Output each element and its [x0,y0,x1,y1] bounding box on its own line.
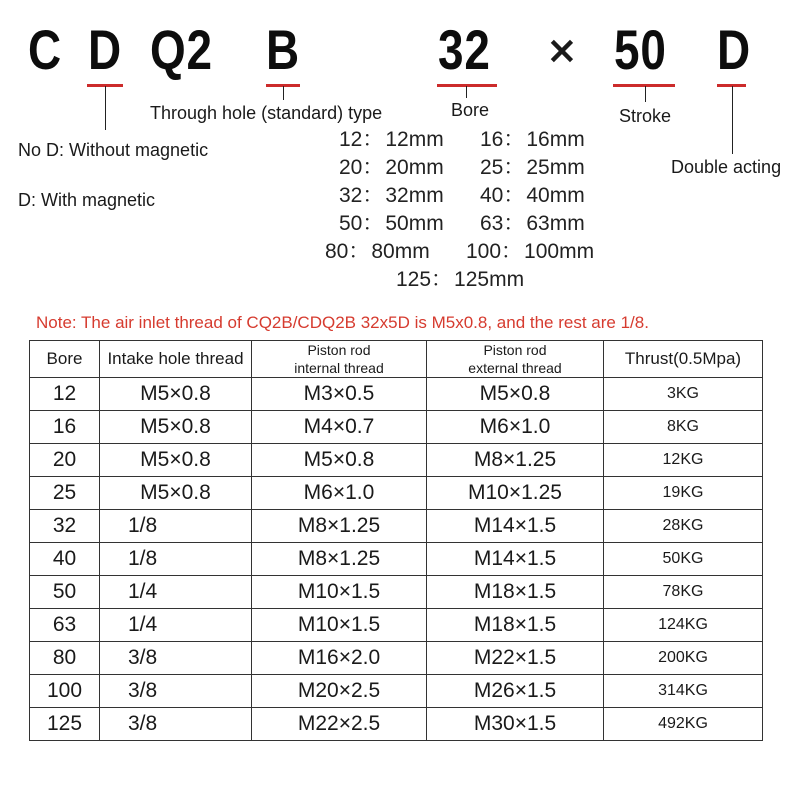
bore-option-row [339,210,444,238]
connector-bore [466,86,467,98]
table-row [30,543,763,576]
header-piston-internal [252,341,427,378]
bore-option-row [480,210,585,238]
label-bore: Bore [451,100,490,120]
header-piston-internal-line1: Piston rod [307,342,371,358]
bore-size: 32mm [385,184,444,207]
cell-piston-external: M18×1.5 [427,609,604,642]
bore-code: 125： [396,268,453,291]
label-through-hole: Through hole (standard) type [150,103,383,123]
cell-piston-external: M14×1.5 [427,510,604,543]
bore-code: 63： [480,212,525,235]
code-stroke: 50 [614,18,667,81]
header-piston-external-line2: external thread [468,360,562,376]
bore-option-row [339,154,444,182]
cell-intake-thread: 3/8 [100,642,252,675]
cell-piston-internal: M16×2.0 [252,642,427,675]
label-no-magnetic: No D: Without magnetic [18,140,209,160]
header-intake: Intake hole thread [100,341,252,378]
bore-size: 125mm [454,268,525,291]
code-type: B [266,18,300,81]
cell-piston-internal: M8×1.25 [252,543,427,576]
cell-bore: 100 [30,675,100,708]
cell-bore: 50 [30,576,100,609]
underline-bore [437,84,497,87]
cell-bore: 32 [30,510,100,543]
cell-thrust: 8KG [604,411,763,444]
cell-intake-thread: 1/4 [100,609,252,642]
table-row [30,411,763,444]
cell-bore: 63 [30,609,100,642]
cell-bore: 20 [30,444,100,477]
cell-piston-internal: M6×1.0 [252,477,427,510]
table-row [30,510,763,543]
bore-size: 16mm [526,128,585,151]
cell-piston-internal: M5×0.8 [252,444,427,477]
cell-thrust: 12KG [604,444,763,477]
cell-bore: 40 [30,543,100,576]
label-with-magnetic: D: With magnetic [18,190,156,210]
table-row [30,609,763,642]
bore-option-row [325,238,430,266]
cell-bore: 80 [30,642,100,675]
cell-bore: 125 [30,708,100,741]
bore-code: 12： [339,128,384,151]
bore-code: 20： [339,156,384,179]
cell-intake-thread: M5×0.8 [100,378,252,411]
cell-piston-internal: M4×0.7 [252,411,427,444]
cell-piston-internal: M3×0.5 [252,378,427,411]
cell-piston-internal: M10×1.5 [252,609,427,642]
bore-size: 100mm [524,240,595,263]
cell-piston-internal: M22×2.5 [252,708,427,741]
bore-size: 40mm [526,184,585,207]
cell-piston-external: M26×1.5 [427,675,604,708]
cell-piston-external: M14×1.5 [427,543,604,576]
header-piston-external-line1: Piston rod [483,342,547,358]
spec-table [29,340,763,741]
cell-thrust: 314KG [604,675,763,708]
cell-thrust: 78KG [604,576,763,609]
bore-code: 100： [466,240,523,263]
cell-thrust: 124KG [604,609,763,642]
cell-thrust: 200KG [604,642,763,675]
cell-piston-external: M8×1.25 [427,444,604,477]
bore-option-row [339,182,444,210]
table-header-row [30,341,763,378]
bore-option-row [466,238,594,266]
bore-option-row [339,126,444,154]
cell-bore: 12 [30,378,100,411]
cell-piston-external: M5×0.8 [427,378,604,411]
code-times-sign: × [546,28,578,72]
code-bore: 32 [438,18,491,81]
cell-intake-thread: M5×0.8 [100,411,252,444]
cell-intake-thread: 1/8 [100,510,252,543]
cell-intake-thread: 3/8 [100,708,252,741]
bore-size: 12mm [385,128,444,151]
cell-bore: 16 [30,411,100,444]
cell-intake-thread: 1/4 [100,576,252,609]
bore-option-row [480,126,585,154]
header-thrust: Thrust(0.5Mpa) [604,341,763,378]
cell-piston-external: M10×1.25 [427,477,604,510]
table-row [30,477,763,510]
connector-action [732,86,733,154]
table-row [30,675,763,708]
cell-bore: 25 [30,477,100,510]
cell-piston-internal: M8×1.25 [252,510,427,543]
bore-size: 25mm [526,156,585,179]
cell-piston-external: M30×1.5 [427,708,604,741]
cell-thrust: 492KG [604,708,763,741]
cell-thrust: 3KG [604,378,763,411]
cell-thrust: 19KG [604,477,763,510]
table-row [30,708,763,741]
header-piston-internal-line2: internal thread [294,360,384,376]
cell-intake-thread: M5×0.8 [100,477,252,510]
cell-intake-thread: M5×0.8 [100,444,252,477]
code-series: Q2 [150,18,213,81]
cell-piston-internal: M20×2.5 [252,675,427,708]
table-row [30,642,763,675]
header-piston-external [427,341,604,378]
bore-size: 63mm [526,212,585,235]
bore-code: 40： [480,184,525,207]
code-letter-c: C [28,18,62,81]
bore-option-row [396,266,524,294]
cell-intake-thread: 3/8 [100,675,252,708]
table-row [30,378,763,411]
cell-thrust: 28KG [604,510,763,543]
note-air-inlet: Note: The air inlet thread of CQ2B/CDQ2B 32x5D is M5x0.8, and the rest are 1/8. [36,313,649,332]
underline-stroke [613,84,675,87]
bore-size: 20mm [385,156,444,179]
bore-option-row [480,182,585,210]
cell-piston-external: M6×1.0 [427,411,604,444]
bore-code: 32： [339,184,384,207]
bore-code: 80： [325,240,370,263]
bore-size: 50mm [385,212,444,235]
table-row [30,576,763,609]
connector-type [283,86,284,100]
table-body [30,378,763,741]
cell-piston-internal: M10×1.5 [252,576,427,609]
code-action: D [717,18,751,81]
cell-intake-thread: 1/8 [100,543,252,576]
bore-code: 25： [480,156,525,179]
table-row [30,444,763,477]
bore-code: 50： [339,212,384,235]
label-stroke: Stroke [619,106,672,126]
cell-piston-external: M22×1.5 [427,642,604,675]
bore-code: 16： [480,128,525,151]
code-magnetic-option: D [88,18,122,81]
bore-option-row [480,154,585,182]
header-bore: Bore [30,341,100,378]
label-double-acting: Double acting [671,157,782,177]
connector-magnetic [105,86,106,130]
cell-thrust: 50KG [604,543,763,576]
connector-stroke [645,86,646,102]
cell-piston-external: M18×1.5 [427,576,604,609]
bore-size: 80mm [371,240,430,263]
